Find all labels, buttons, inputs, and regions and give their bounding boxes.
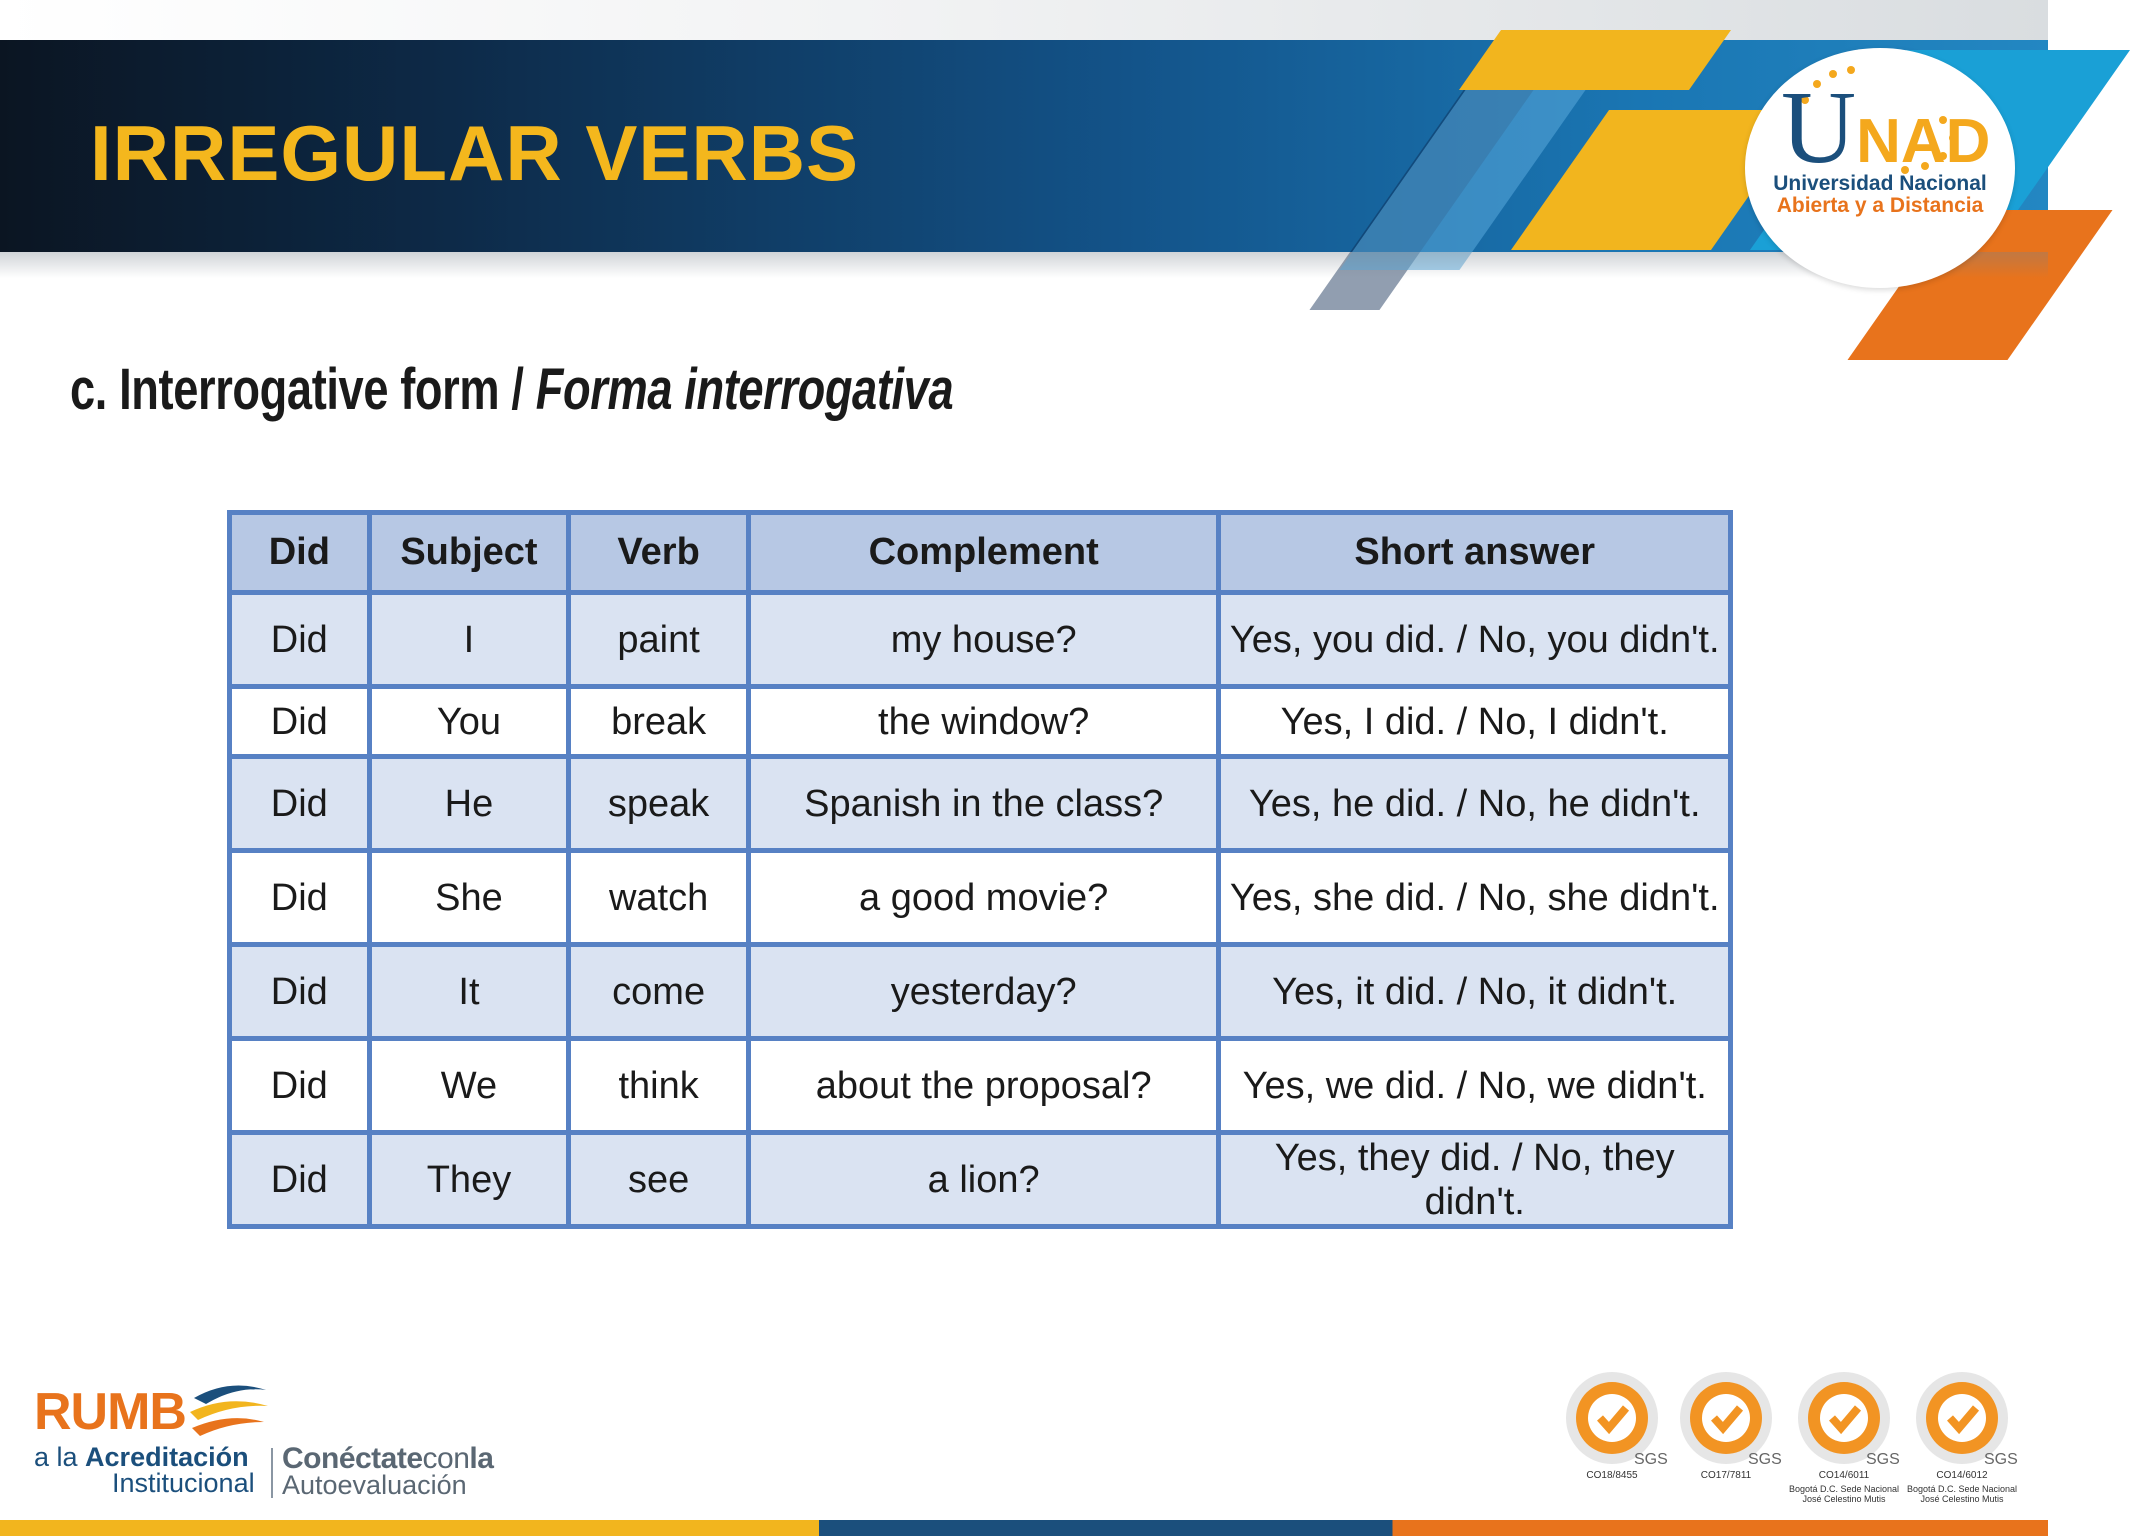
table-cell: Did: [230, 757, 370, 851]
table-cell: yesterday?: [748, 945, 1219, 1039]
table-row: [230, 757, 1731, 851]
banner-shadow: [0, 252, 2048, 278]
table-cell: about the proposal?: [748, 1039, 1219, 1133]
section-heading: c. Interrogative form / Forma interrogativa: [70, 357, 954, 422]
table-cell: Yes, they did. / No, they didn't.: [1219, 1133, 1731, 1227]
table-cell: watch: [569, 851, 749, 945]
table-cell: a lion?: [748, 1133, 1219, 1227]
footer-color-bar: [0, 1520, 2048, 1536]
autoevaluacion-text: Autoevaluación: [282, 1470, 467, 1500]
table-cell: break: [569, 687, 749, 757]
column-header: Verb: [569, 513, 749, 593]
table-cell: She: [369, 851, 569, 945]
certification-seal: [1788, 1362, 1900, 1520]
table-cell: Spanish in the class?: [748, 757, 1219, 851]
table-cell: Yes, we did. / No, we didn't.: [1219, 1039, 1731, 1133]
column-header: Short answer: [1219, 513, 1731, 593]
table-row: [230, 1039, 1731, 1133]
table-cell: speak: [569, 757, 749, 851]
column-header: Subject: [369, 513, 569, 593]
certification-code: CO17/7811: [1700, 1470, 1752, 1481]
table-cell: We: [369, 1039, 569, 1133]
logo-university-name: Universidad Nacional: [1773, 172, 1987, 195]
table-cell: the window?: [748, 687, 1219, 757]
table-cell: a good movie?: [748, 851, 1219, 945]
table-cell: Did: [230, 593, 370, 687]
certification-check-icon: [1912, 1368, 2018, 1468]
logo-wordmark: UNAD: [1781, 70, 1991, 185]
top-strip: [0, 0, 2048, 40]
rumbo-wordmark: RUMB: [34, 1383, 186, 1441]
certification-check-icon: [1562, 1368, 1668, 1468]
banner-decoration: [1459, 30, 1731, 90]
table-cell: come: [569, 945, 749, 1039]
svg-text:SGS: SGS: [1866, 1451, 1900, 1468]
table-cell: Yes, she did. / No, she didn't.: [1219, 851, 1731, 945]
column-header: Did: [230, 513, 370, 593]
rumbo-tagline: a la Acreditación: [34, 1442, 249, 1472]
certification-check-icon: [1794, 1368, 1900, 1468]
table-cell: It: [369, 945, 569, 1039]
table-cell: Yes, it did. / No, it didn't.: [1219, 945, 1731, 1039]
divider: [271, 1448, 273, 1498]
svg-text:SGS: SGS: [1634, 1451, 1668, 1468]
table-cell: They: [369, 1133, 569, 1227]
table-cell: Did: [230, 1039, 370, 1133]
certification-location: Bogotá D.C. Sede Nacional José Celestino Mutis: [1788, 1484, 1900, 1504]
table-row: [230, 851, 1731, 945]
certification-location: Bogotá D.C. Sede Nacional José Celestino Mutis: [1906, 1484, 2018, 1504]
table-row: [230, 945, 1731, 1039]
conectate-text: Conéctateconla: [282, 1442, 494, 1475]
table-cell: paint: [569, 593, 749, 687]
table-cell: Did: [230, 851, 370, 945]
table-cell: You: [369, 687, 569, 757]
rumbo-acreditacion-logo: [34, 1382, 494, 1502]
table-cell: Did: [230, 945, 370, 1039]
table-cell: He: [369, 757, 569, 851]
certification-seal: [1906, 1362, 2018, 1520]
certification-seal: [1556, 1362, 1668, 1520]
svg-text:SGS: SGS: [1984, 1451, 2018, 1468]
table-header-row: [230, 513, 1731, 593]
unad-logo: [1745, 48, 2015, 288]
table-cell: think: [569, 1039, 749, 1133]
table-row: [230, 1133, 1731, 1227]
svg-text:SGS: SGS: [1748, 1451, 1782, 1468]
table-cell: Yes, he did. / No, he didn't.: [1219, 757, 1731, 851]
table-row: [230, 593, 1731, 687]
table-cell: Did: [230, 1133, 370, 1227]
table-row: [230, 687, 1731, 757]
certification-check-icon: [1676, 1368, 1782, 1468]
grammar-table: [227, 510, 1733, 1229]
certification-code: CO18/8455: [1586, 1470, 1638, 1481]
certification-code: CO14/6011: [1818, 1470, 1870, 1481]
slide-title: IRREGULAR VERBS: [90, 109, 860, 197]
table-cell: I: [369, 593, 569, 687]
table-cell: Yes, you did. / No, you didn't.: [1219, 593, 1731, 687]
logo-university-tagline: Abierta y a Distancia: [1776, 194, 1984, 217]
rumbo-tagline-2: Institucional: [112, 1468, 255, 1498]
certification-code: CO14/6012: [1936, 1470, 1988, 1481]
swirl-icon: [184, 1376, 274, 1446]
certification-seal: [1670, 1362, 1782, 1520]
table-cell: Yes, I did. / No, I didn't.: [1219, 687, 1731, 757]
column-header: Complement: [748, 513, 1219, 593]
table-cell: see: [569, 1133, 749, 1227]
table-cell: Did: [230, 687, 370, 757]
certification-seals: [1556, 1362, 2026, 1520]
table-cell: my house?: [748, 593, 1219, 687]
